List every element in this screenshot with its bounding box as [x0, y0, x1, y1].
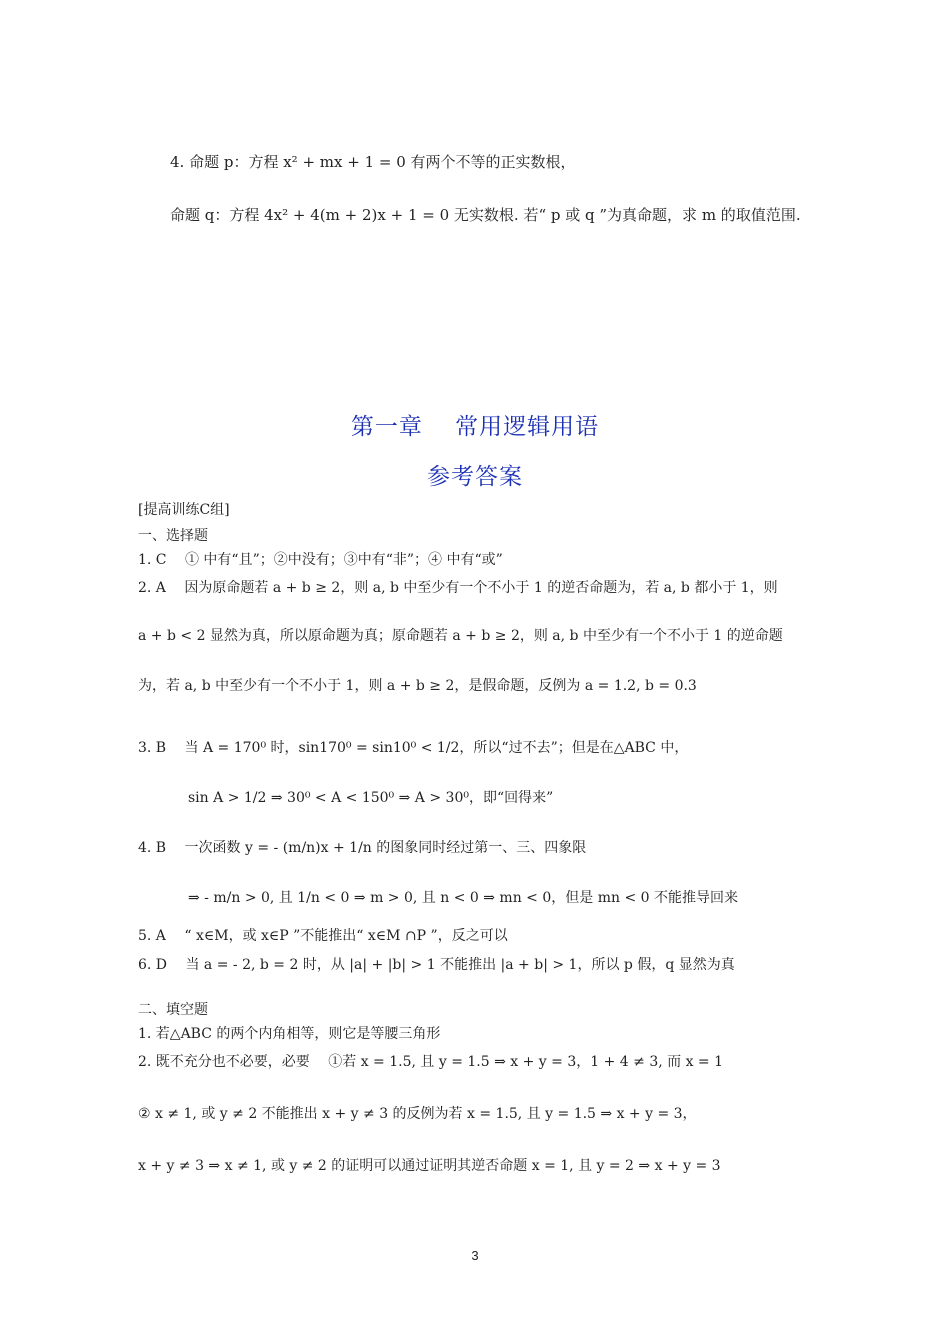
page-number: 3: [471, 1248, 479, 1263]
answer-5: 5. A “ x∈M，或 x∈P ”不能推出“ x∈M ∩P ”，反之可以: [138, 928, 508, 944]
problem-4-line-1: 4. 命题 p：方程 x² + mx + 1 = 0 有两个不等的正实数根，: [170, 153, 576, 171]
answer-4-line-1: 4. B 一次函数 y = - (m/n)x + 1/n 的图象同时经过第一、三、四象限: [138, 840, 587, 856]
answer-3-line-1: 3. B 当 A = 170⁰ 时，sin170⁰ = sin10⁰ < 1/2，所以“过不去”；但是在△ABC 中，: [138, 740, 689, 756]
answer-4-line-2: ⇒ - m/n > 0, 且 1/n < 0 ⇒ m > 0, 且 n < 0 ⇒ mn < 0，但是 mn < 0 不能推导回来: [188, 890, 738, 906]
fill-1: 1. 若△ABC 的两个内角相等，则它是等腰三角形: [138, 1026, 441, 1042]
section-2-heading: 二、填空题: [138, 1002, 208, 1018]
answer-6: 6. D 当 a = - 2, b = 2 时，从 |a| + |b| > 1 不能推出 |a + b| > 1，所以 p 假，q 显然为真: [138, 957, 735, 973]
group-label: [提高训练C组]: [138, 502, 230, 518]
answer-2-line-2: a + b < 2 显然为真，所以原命题为真；原命题若 a + b ≥ 2，则 a, b 中至少有一个不小于 1 的逆命题: [138, 628, 783, 644]
answer-3-line-2: sin A > 1/2 ⇒ 30⁰ < A < 150⁰ ⇒ A > 30⁰，即“回得来”: [188, 790, 554, 806]
fill-2-line-1: 2. 既不充分也不必要，必要 ①若 x = 1.5, 且 y = 1.5 ⇒ x + y = 3，1 + 4 ≠ 3, 而 x = 1: [138, 1054, 724, 1070]
answer-2-line-3: 为，若 a, b 中至少有一个不小于 1，则 a + b ≥ 2，是假命题，反例为 a = 1.2, b = 0.3: [138, 678, 697, 694]
answer-title: 参考答案: [427, 464, 523, 490]
answer-1: 1. C ① 中有“且”；②中没有；③中有“非”；④ 中有“或”: [138, 552, 503, 568]
problem-4-line-2: 命题 q：方程 4x² + 4(m + 2)x + 1 = 0 无实数根. 若“ p 或 q ”为真命题，求 m 的取值范围.: [170, 206, 801, 224]
fill-2-line-3: x + y ≠ 3 ⇒ x ≠ 1, 或 y ≠ 2 的证明可以通过证明其逆否命题 x = 1, 且 y = 2 ⇒ x + y = 3: [138, 1158, 721, 1174]
fill-2-line-2: ② x ≠ 1, 或 y ≠ 2 不能推出 x + y ≠ 3 的反例为若 x = 1.5, 且 y = 1.5 ⇒ x + y = 3，: [138, 1106, 697, 1122]
answer-2-line-1: 2. A 因为原命题若 a + b ≥ 2，则 a, b 中至少有一个不小于 1 的逆否命题为，若 a, b 都小于 1，则: [138, 580, 778, 596]
section-1-heading: 一、选择题: [138, 528, 208, 544]
chapter-title: 第一章 常用逻辑用语: [350, 414, 600, 440]
